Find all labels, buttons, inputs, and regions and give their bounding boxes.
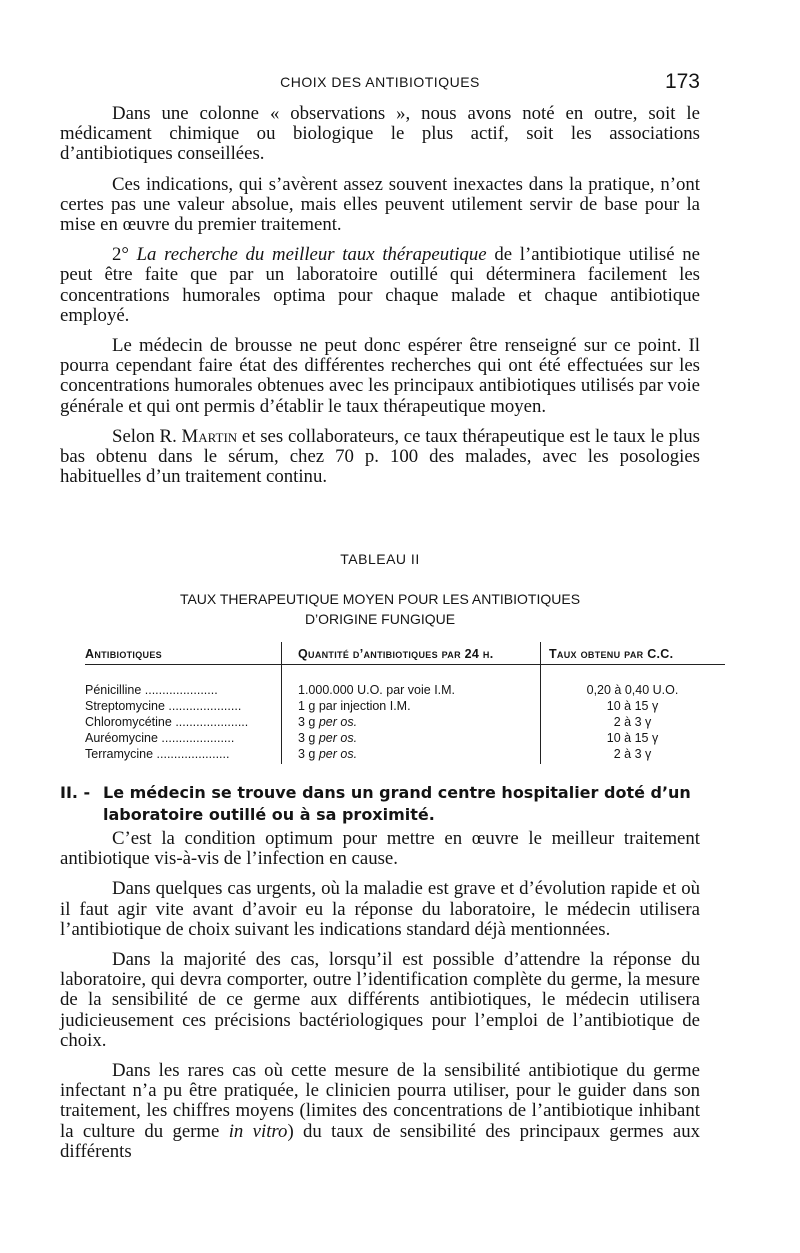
table-row — [85, 698, 725, 714]
antibiotic-name: Streptomycine ..................... — [85, 699, 242, 713]
paragraph-rest: et ses collaborateurs, ce taux thérapeutique est le taux le plus bas obtenu dans le sérum, chez 70 p. 100 des malades, avec les posologies habituelles d’un traitement continu. — [60, 425, 700, 488]
column-header-antibiotics: Antibiotiques — [85, 647, 162, 661]
body-text — [60, 829, 700, 1162]
page-number: 173 — [664, 70, 700, 93]
paragraph-start: Dans les rares cas où cette mesure de la sensibilité antibiotique du germe infectant n’a pu être pratiquée, le clinicien pourra utiliser, pour le guider dans son traitement, les chiffres moyens (limites des concentrations de l’antibiotique inhibant la culture du germe — [60, 1060, 700, 1142]
paragraph-start: Selon R. — [112, 425, 182, 447]
running-head — [60, 70, 700, 96]
paragraph: Dans une colonne « observations », nous avons noté en outre, soit le médicament chimique ou biologique le plus actif, soit les associations d’antibiotiques conseillées. — [60, 103, 700, 165]
running-title: CHOIX DES ANTIBIOTIQUES — [280, 74, 480, 90]
italic-term: in vitro — [228, 1120, 288, 1142]
item-number: 2° — [112, 244, 129, 266]
antibiotic-name: Terramycine ..................... — [85, 747, 230, 761]
antibiotics-table — [85, 640, 725, 765]
section-number: II. - — [60, 783, 91, 802]
rate-cell: 10 à 15 γ — [606, 731, 659, 745]
rate-cell: 0,20 à 0,40 U.O. — [586, 683, 679, 697]
paragraph: Ces indications, qui s’avèrent assez souvent inexactes dans la pratique, n’ont certes pas une valeur absolue, mais elles peuvent utilement servir de base pour la mise en œuvre du premier traitement. — [60, 173, 700, 236]
rate-cell: 2 à 3 γ — [613, 747, 652, 761]
rate-cell: 2 à 3 γ — [613, 715, 652, 729]
table-caption-line: D’ORIGINE FUNGIQUE — [304, 611, 456, 627]
rate-cell: 10 à 15 γ — [606, 699, 659, 713]
antibiotic-name: Auréomycine ..................... — [85, 731, 235, 745]
quantity-cell: 1 g par injection I.M. — [298, 699, 411, 713]
table-row — [85, 746, 725, 762]
quantity-cell: 3 g per os. — [298, 715, 358, 729]
paragraph: Le médecin de brousse ne peut donc espérer être renseigné sur ce point. Il pourra cependant faire état des différentes recherches qui ont été effectuées sur les concentrations humorales obtenues avec les principaux antibiotiques utilisés par voie générale et qui ont permis d’établir le taux thérapeutique moyen. — [60, 335, 700, 417]
paragraph: C’est la condition optimum pour mettre en œuvre le meilleur traitement antibiotique vis-à-vis de l’infection en cause. — [60, 828, 700, 870]
antibiotic-name: Chloromycétine ..................... — [85, 715, 249, 729]
quantity-cell: 3 g per os. — [298, 731, 358, 745]
table-row — [85, 682, 725, 698]
paragraph-rest: ) du taux de sensibilité des principaux germes aux différents — [60, 1120, 701, 1162]
paragraph: Dans quelques cas urgents, où la maladie est grave et d’évolution rapide et où il faut agir vite avant d’avoir eu la réponse du laboratoire, le médecin utilisera l’antibiotique de choix suivant les indications standard déjà mentionnées. — [60, 878, 700, 940]
author-name: Martin — [181, 425, 238, 447]
quantity-cell: 3 g per os. — [298, 747, 358, 761]
column-header-rate: Taux obtenu par C.C. — [549, 647, 674, 661]
section-heading-text: Le médecin se trouve dans un grand centre hospitalier doté d’un laboratoire outillé ou à sa proximité. — [103, 783, 691, 824]
paragraph-rest: de l’antibiotique utilisé ne peut être faite que par un laboratoire outillé qui déterminera facilement les concentrations humorales optima pour chaque malade et chaque antibiotique employé. — [60, 244, 700, 326]
table-row — [85, 714, 725, 730]
table-row — [85, 730, 725, 746]
header-rule — [85, 664, 725, 665]
section-heading — [60, 782, 700, 826]
paragraph — [60, 1061, 700, 1162]
quantity-cell: 1.000.000 U.O. par voie I.M. — [298, 683, 456, 697]
table-caption-line: TAUX THERAPEUTIQUE MOYEN POUR LES ANTIBIOTIQUES — [179, 591, 581, 607]
paragraph — [60, 245, 700, 326]
paragraph: Dans la majorité des cas, lorsqu’il est possible d’attendre la réponse du laboratoire, qui devra comporter, outre l’identification complète du germe, la mesure de la sensibilité de ce germe aux différents antibiotiques, le médecin utilisera judicieusement ces précisions bactériologiques pour l’emploi de l’antibiotique de choix. — [60, 949, 700, 1051]
column-header-quantity: Quantité d’antibiotiques par 24 h. — [298, 647, 494, 661]
antibiotic-name: Pénicilline ..................... — [85, 683, 218, 697]
italic-title: La recherche du meilleur taux thérapeutique — [136, 244, 487, 266]
table-caption — [60, 589, 700, 629]
intro-text — [60, 104, 700, 487]
table-title: TABLEAU II — [340, 551, 420, 567]
paragraph — [60, 427, 700, 488]
table-body — [85, 682, 725, 762]
